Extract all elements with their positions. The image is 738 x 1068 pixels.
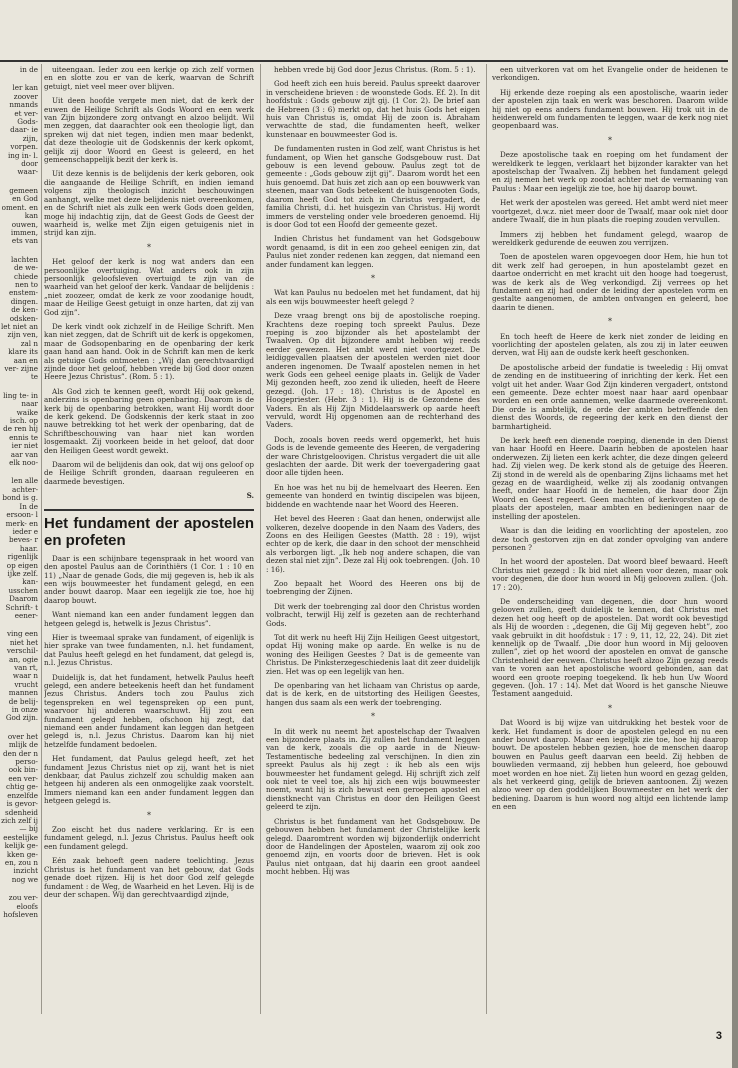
header-rule [0, 60, 728, 62]
separator-star: * [147, 810, 151, 820]
author-signature: S. [246, 491, 254, 501]
paragraph: Het werk der apostelen was gereed. Het ambt werd niet meer voortgezet, d.w.z. niet meer door de Twaalf, maar ook niet door andere Twaalf, die in hun plaats die roeping zouden vervullen. [492, 198, 728, 225]
separator-star: * [608, 703, 612, 713]
paragraph: De kerk heeft een dienende roeping, dienende in den Dienst van haar Hoofd en Heere. Daarin hebben de apostelen haar onderwezen. Zij lieten een kerk achter, die deze dingen geleerd had. Zij vielen weg. De kerk stond als de getuige des Heeren. Zij stond in de wereld als de openbaring Zijns lichaams met het gezag en de waardigheid, welke zij als zoodanig ontvangen heeft, onder haar Hoofd in de hemelen, die haar door Zijn Woord en Geest regeert. Geen machten of kerkvorsten op de plaats der apostelen, maar ambten en bedieningen naar de instelling der apostelen. [492, 436, 728, 521]
cropped-text: ving een niet het verschil- an, ogie van rt, waar n vrucht mannen de belij- in onze God zijn. [5, 629, 38, 723]
paragraph: Uit deen hoofde vergete men niet, dat de kerk der euwen de Heilige Schrift als Gods Woord en een werk van Zijn bijzondere zorg ontvangt en alzoo belijdt. Wil men zeggen, dat daarachter ook een theologie ligt, dan spreken wij dat niet tegen, indien men maar bedenkt, dat deze theologie uit de Godskennis der kerk opkomt, gelijk zij door Woord en Geest is geleerd, en het gemeenschappelijk bezit der kerk is. [44, 96, 254, 165]
paragraph: Hier is tweemaal sprake van fundament, of eigenlijk is hier sprake van twee fundamenten, n.l. het fundament, dat Paulus heeft gelegd en het fundament, dat gelegd is, n.l. Jezus Christus. [44, 632, 254, 668]
cropped-text: lachten de we- chiede nen to enstem- dingen. de ken- odsken- let niet an zijn ven, zal n klare its aan en ver- zijne te [1, 254, 38, 382]
paragraph: Dit werk der toebrenging zal door den Christus worden volbracht, terwijl Hij zelf is gezeten aan de rechterhand Gods. [266, 601, 480, 628]
paragraph: Deze apostolische taak en roeping om het fundament der wereldkerk te leggen, verklaart het bijzonder karakter van het apostelschap der Twaalven. Zij hebben het fundament gelegd en zij nemen het werk op zoodat achter met de vermaning van Paulus : Maar een iegelijk zie toe, hoe hij daarop bouwt. [492, 150, 728, 193]
column-3 [492, 66, 728, 1051]
cropped-text: over het mlijk de den der n perso- ook bin- een ver- chtig ge- enzelfde is gevor- sdenheid zich zelf ij — bij eestelijke kelijk ge- kken ge- en, zou n inzicht nog we [1, 731, 38, 884]
paragraph: Zoo bepaalt het Woord des Heeren ons bij de toebrenging der Zijnen. [266, 578, 480, 597]
paragraph: Uit deze kennis is de belijdenis der kerk geboren, ook die aangaande de Heilige Schrift, en indien iemand volgens zijn theologisch inzicht beschouwingen aanhangt, welke met deze belijdenis niet overeenkomen, en de Schrift niet als zulk een werk Gods doen gelden, moge hij indachtig zijn, dat de Geest Gods de Geest der waarheid is, welke met Zijn eigen getuigenis niet in strijd kan zijn. [44, 169, 254, 238]
paragraph: Het geloof der kerk is nog wat anders dan een persoonlijke overtuiging. Wat anders ook in zijn persoonlijk geloofsleven overtuigd te zijn van de waarheid van het geloof der kerk. Vandaar de belijdenis : „niet zoozeer, omdat de kerk ze voor zoodanige houdt, maar de Heilige Geest getuigt in onze harten, dat zij van God zijn”. [44, 257, 254, 317]
paragraph: Christus is het fundament van het Godsgebouw. De gebouwen hebben het fundament der Christelijke kerk gelegd. Daaromtrent worden wij bijzonderlijk onderricht door de Handelingen der Apostelen, waarom zij ook zoo genoemd zijn, en voorts door de brieven. Het is ook Paulus niet ontgaan, dat hij daarin een groot aandeel mocht hebben. Hij was [266, 816, 480, 877]
paragraph: De openbaring van het lichaam van Christus op aarde, dat is de kerk, en de uitstorting des Heiligen Geestes, hangen dus saam als een werk der toebrenging. [266, 681, 480, 707]
paragraph: In dit werk nu neemt het apostelschap der Twaalven een bijzondere plaats in. Zij zullen het fundament leggen van de kerk, zooals die op aarde in de Nieuw-Testamentische bedeeling zal verschijnen. In dien zin spreekt Paulus als hij zegt : ik heb als een wijs bouwmeester het fundament gelegd. Hij schrijft zich zelf ook niet te veel toe, als hij zich een wijs bouwmeester noemt, want hij is zich bewust een geroepen apostel en dienstknecht van Christus en door den Heiligen Geest geleerd te zijn. [266, 726, 480, 812]
column-divider [486, 64, 487, 1014]
paragraph: De fundamenten rusten in God zelf, want Christus is het fundament, op Wien het gansche Godsgebouw rust. Dat gebouw is een levend gebouw. Paulus zegt tot de gemeente : „Gods gebouw zijt gij”. Daarom wordt het een huis genoemd. Dat huis zet zich aan op een bouwwerk van steenen, maar van Gods beteekent de huisgenooten Gods, daarom heeft God tot zich in Christus vergadert, de familia Christi, d.i. het huisgezin van Christus. Hij wordt immers de versteling onder vele broederen genoemd. Hij is door God tot een Hoofd der gemeente gezet. [266, 144, 480, 229]
column-1 [44, 66, 254, 1046]
paragraph: Als God zich te kennen geeft, wordt Hij ook gekend, anderzins is openbaring geen openbaring. Daarom is de kerk bij de openbaring betrokken, want Hij wordt door de kerk gekend. De Godskennis der kerk staat in zoo nauwe betrekking tot het werk der openbaring, dat de Schriftbeschouwing van haar niet kan worden losgemaakt. Zij voorkeen beide in het geloof, dat door den Heiligen Geest wordt gewekt. [44, 386, 254, 455]
column-divider [41, 64, 42, 1014]
column-2 [266, 66, 480, 1051]
paragraph: En toch heeft de Heere de kerk niet zonder de leiding en voorlichting der apostelen gelaten, als zou zij in later eeuwen derven, wat Hij aan de oudste kerk heeft geschonken. [492, 331, 728, 358]
paragraph: God heeft zich een huis bereid. Paulus spreekt daarover in verscheidene brieven : de woonstede Gods. Ef. 2). In dit hoofdstuk : Gods gebouw zijt gij. (1 Cor. 2). De brief aan de Hebreen (3 : 6) merkt op, dat het huis Gods het eigen huis van Christus is, omdat Hij de zoon is. Abraham verwachtte de stad, die fundamenten heeft, welker kunstenaar en bouwmeester God is. [266, 79, 480, 139]
paragraph: Wat kan Paulus nu bedoelen met het fundament, dat hij als een wijs bouwmeester heeft gelegd ? [266, 288, 480, 306]
paragraph: De kerk vindt ook zichzelf in de Heilige Schrift. Men kan niet zeggen, dat de Schrift uit de kerk is opgekomen, maar de Godsopenbaring en de openbaring der kerk gaan hand aan hand. Ook in de Schrift kan men de kerk als getuige Gods ontmoeten : „Wij dan gerechtvaardigd zijnde door het geloof, hebben vrede bij God door onzen Heere Jezus Christus”. (Rom. 5 : 1). [44, 321, 254, 382]
paragraph: Daar is een schijnbare tegenspraak in het woord van den apostel Paulus aan de Corinthiërs (1 Cor. 1 : 10 en 11) „Naar de genade Gods, die mij gegeven is, heb ik als een wijs bouwmeester het fundament gelegd, en een ander bouwt daarop. Maar een iegelijk zie toe, hoe hij daarop bouwt. [44, 553, 254, 605]
paragraph: hebben vrede bij God door Jezus Christus. (Rom. 5 : 1). [274, 66, 476, 74]
paragraph: Dat Woord is bij wijze van uitdrukking het bestek voor de kerk. Het fundament is door de apostelen gelegd en nu een ander bouwt daarop. Maar een iegelijk zie toe, hoe hij daarop bouwt. De apostelen hebben gezien, hoe de menschen daarop bouwen en Paulus geeft daarvan een beeld. Zij hebben de bouwlieden vermaand, zij hebben hun geleerd, hoe gebouwd moet worden en hoe niet. Zij lieten hun woord en gezag gelden, als het verkeerd ging, gelijk de brieven aantoonen. Zij wezen alzoo weer op den goddelijken Bouwmeester en het werk der bediening. Daarom is hun woord nog altijd een lichtende lamp en een [492, 718, 728, 812]
paragraph: Waar is dan die leiding en voorlichting der apostelen, zoo deze toch gestorven zijn en dat zonder opvolging van andere personen ? [492, 526, 728, 552]
paragraph: uiteengaan. Ieder zou een kerkje op zich zelf vormen en en slotte zou er van de kerk, waarvan de Schrift getuigt, niet veel meer over blijven. [44, 66, 254, 91]
paragraph: En hoe was het nu bij de hemelvaart des Heeren. Een gemeente van honderd en twintig discipelen was bijeen, biddende en wachtende naar het Woord des Heeren. [266, 482, 480, 509]
cropped-text: zou ver- eloofs hofsleven [3, 893, 38, 919]
paragraph: Immers zij hebben het fundament gelegd, waarop de wereldkerk gedurende de eeuwen zou verrijzen. [492, 229, 728, 247]
paragraph: Tot dit werk nu heeft Hij Zijn Heiligen Geest uitgestort, opdat Hij woning make op aarde. En welke is nu de woning des Heiligen Geestes ? Dat is de gemeente van Christus. De Pinksterzegeschiedenis laat dit zeer duidelijk zien. Het was op een legelijk van hen. [266, 632, 480, 676]
paragraph: De onderscheiding van degenen, die door hun woord gelooven zullen, geeft duidelijk te kennen, dat Christus met dezen het oog heeft op de apostelen. Dat wordt ook bevestigd als Hij de woorden : „degenen, die Gij Mij gegeven hebt”, zoo vaak gebruikt in dit hoofdstuk : 17 : 9, 11, 12, 22, 24). Dit ziet kennelijk op de Twaalf. „Die door hun woord in Mij gelooven zullen”, ziet op het woord der apostelen en omvat de gansche Christenheid der eeuwen. Christus heeft alzoo Zijn gezag reeds van te voren aan het apostolische woord gebonden, aan dat woord een groote roeping toegekend. Ik heb hun Uw Woord gegeven. (Joh. 17 : 14). Met dat Woord is het gansche Nieuwe Testament aangeduid. [492, 596, 728, 699]
cropped-text: ler kan zoover nmands et ver- Gods- daar- ie zijn, vorpen. ing in- l. door waar- [7, 83, 38, 177]
paragraph: Het fundament, dat Paulus gelegd heeft, zet het fundament Jezus Christus niet op zij, want het is niet denkbaar, dat Paulus zichzelf zou schuldig maken aan hetgeen hij anderen als een onmogelijke zaak voorstelt. Immers niemand kan een ander fundament leggen dan hetgeen gelegd is. [44, 754, 254, 806]
cropped-text: len alle achter- bond is g. In de ersoon- l merk- en ieder e beves- r haar. rigenlijk op eigen ijke zelf. kan- usschen Daarom Schrift- t eener- [2, 476, 38, 620]
paragraph: Deze vraag brengt ons bij de apostolische roeping. Krachtens deze roeping toch spreekt Paulus. Deze roeping is zoo bijzonder als het apostelambt der Twaalven. Op dit bijzondere ambt hebben wij reeds eerder gewezen. Het ambt werd niet voortgezet. De leidiggevallen plaatsen der apostelen werden niet door anderen ingenomen. De Twaalf apostelen nemen in het werk Gods een geheel eenige plaats in. Gelijk de Vader Mij gezonden heeft, zoo zend ik ulieden, heeft de Heere gezegd. (Joh. 17 : 18). Christus is de Apostel en Hoogepriester. (Hebr. 3 : 1). Hij is de Gezondene des Vaders. En als Hij Zijn Middelaarswerk op aarde heeft vervuld, wordt Hij opgenomen aan de rechterhand des Vaders. [266, 311, 480, 430]
paragraph: Indien Christus het fundament van het Godsgebouw wordt genaamd, is dit in een zoo geheel eenigen zin, dat Paulus niet zonder redenen kan zeggen, dat niemand een ander fundament kan leggen. [266, 234, 480, 269]
paragraph: Het bevel des Heeren : Gaat dan henen, onderwijst alle volkeren, dezelve doopende in den Naam des Vaders, des Zoons en des Heiligen Geestes (Matth. 28 : 19), wijst echter op de kerk, die daar in den schoot der menschheid als verborgen ligt. „Ik heb nog andere schapen, die van dezen stal niet zijn”. Deze zal Hij ook toebrengen. (Joh. 10 : 16). [266, 514, 480, 574]
paragraph: Duidelijk is, dat het fundament, hetwelk Paulus heeft gelegd, een andere beteekenis heeft dan het fundament Jezus Christus. Anders toch zou Paulus zich tegenspreken en wel tegenspreken op een punt, waarvoor hij anderen waarschuwt. Hij zou een fundament gelegd hebben, ofschoon hij zegt, dat niemand een ander fundament kan leggen dan hetgeen gelegd is, n.l. Jezus Christus. Daarom kan hij niet hetzelfde fundament bedoelen. [44, 672, 254, 749]
paragraph: een uitverkoren vat om het Evangelie onder de heidenen te verkondigen. [492, 66, 728, 83]
paragraph: Want niemand kan een ander fundament leggen dan hetgeen gelegd is, hetwelk is Jezus Christus”. [44, 610, 254, 628]
paragraph: In het woord der apostelen. Dat woord bleef bewaard. Heeft Christus niet gezegd : Ik bid niet alleen voor dezen, maar ook voor degenen, die door hun woord in Mij gelooven zullen. (Joh. 17 : 20). [492, 557, 728, 592]
separator-star: * [608, 317, 612, 327]
cropped-text: ling te- in naar waike isch. op de ren hij ennis te ier niet aar van elk noo- [3, 390, 38, 468]
paragraph: De apostolische arbeid der fundatie is tweeledig : Hij omvat de zending en de institueering of inrichting der kerk. Het een volgt uit het ander. Waar God Zijn kinderen vergadert, ontstond een gemeente. Deze echter moest naar haar aard openbaar worden en een orde aannemen, welke daarmede overeenkomt. Die orde is ambtelijk, de orde der ambten betreffende den dienst des Woords, de regeering der kerk en den dienst der barmhartigheid. [492, 362, 728, 431]
paragraph: Daarom wil de belijdenis dan ook, dat wij ons geloof op de Heilige Schrift gronden, daaraan reguleeren en daarmede bevestigen. [44, 460, 254, 486]
paragraph: Eén zaak behoeft geen nadere toelichting. Jezus Christus is het fundament van het gebouw, dat Gods genade doet rijzen. Hij is het door God zelf gelegde fundament : de Weg, de Waarheid en het Leven. Hij is de deur der schapen. Wij dan gerechtvaardigd zijnde, [44, 856, 254, 899]
column-divider [260, 64, 261, 1014]
separator-star: * [608, 135, 612, 145]
paragraph: Hij erkende deze roeping als een apostolische, waarin ieder der apostelen zijn taak en werk was beschoren. Daarom wilde hij niet op eens anders fundament bouwen. Hij trok uit in de heidenwereld om fundamenten te leggen, waar de kerk nog niet geopenbaard was. [492, 87, 728, 131]
separator-star: * [147, 242, 151, 252]
paragraph: Zoo eischt het dus nadere verklaring. Er is een fundament gelegd, n.l. Jezus Christus. Paulus heeft ook een fundament gelegd. [44, 825, 254, 851]
separator-star: * [371, 712, 375, 722]
article-title: Het fundament der apostelen en profeten [44, 509, 254, 549]
paragraph: Doch, zooals boven reeds werd opgemerkt, het huis Gods is de levende gemeente des Heeren, de vergadering der ware Christgeloovigen. Christus vergadert die uit alle geslachten der aarde. Dit werk der toevergadering gaat door alle tijden heen. [266, 434, 480, 478]
cropped-text: gemeen en God oment. en kan ouwen, immen, ets van [1, 185, 38, 246]
paragraph: Toen de apostelen waren opgevoegen door Hem, hie hun tot dit werk zelf had geroepen, in hun apostelambt gezet en daartoe onderricht en met kracht uit den hooge had toegerust, was de kerk als de Weg verkondigd. Zij verrees op het fundament en zij had onder de leiding der apostelen vorm en gestalte aangenomen, de ambten ontvangen en geleerd, hoe daarin te dienen. [492, 252, 728, 312]
left-cropped-column [0, 66, 38, 996]
cropped-text: in de [19, 66, 38, 74]
page-number: 3 [715, 1030, 722, 1042]
separator-star: * [371, 273, 375, 283]
